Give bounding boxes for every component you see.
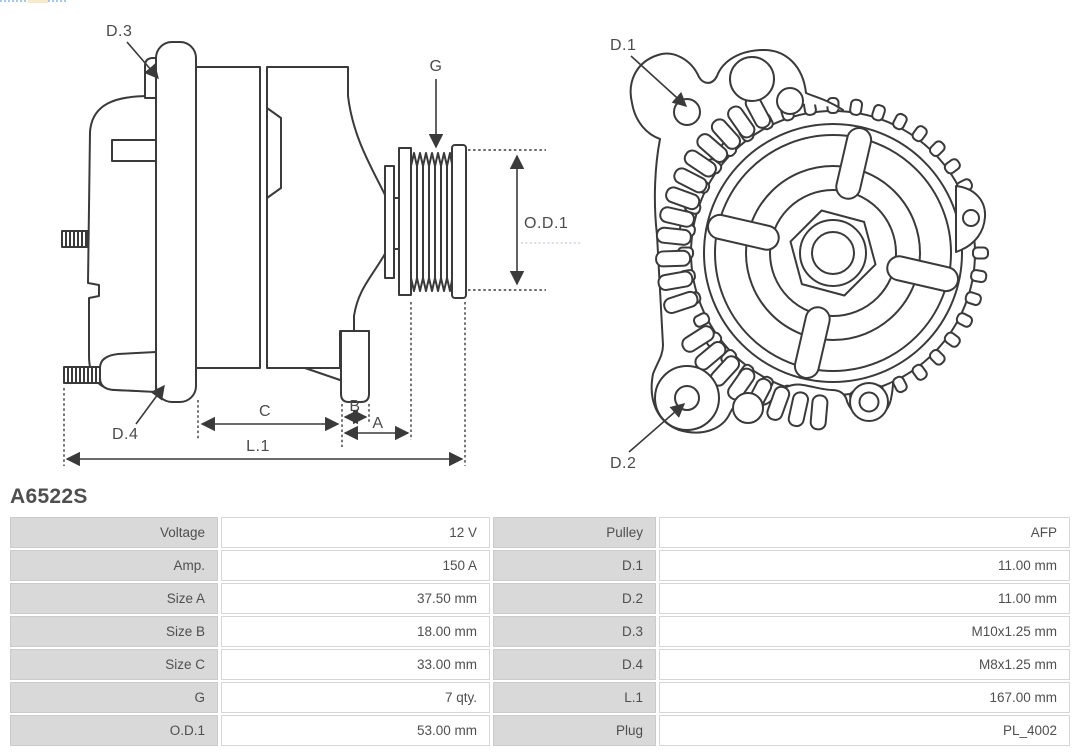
spec-value: M8x1.25 mm [659, 649, 1070, 680]
spec-label: D.4 [493, 649, 656, 680]
bracket-hole-large [730, 57, 774, 101]
spec-value: AFP [659, 517, 1070, 548]
label-d1: D.1 [610, 37, 637, 54]
spec-value: 53.00 mm [221, 715, 490, 746]
spec-label: Voltage [10, 517, 218, 548]
spec-label: D.2 [493, 583, 656, 614]
part-number: A6522S [10, 485, 88, 508]
front-foot [341, 331, 369, 402]
spec-label: Size B [10, 616, 218, 647]
spec-label: Pulley [493, 517, 656, 548]
spec-value: 150 A [221, 550, 490, 581]
spec-value: 7 qty. [221, 682, 490, 713]
front-view [610, 37, 988, 472]
label-g: G [429, 58, 443, 75]
label-a: A [372, 415, 384, 432]
label-b: B [349, 398, 361, 415]
terminal-stud [62, 231, 88, 247]
label-l1: L.1 [246, 438, 270, 455]
spec-label: Size A [10, 583, 218, 614]
spec-label: Plug [493, 715, 656, 746]
side-view [62, 23, 582, 466]
front-housing [267, 67, 386, 368]
spec-value: 167.00 mm [659, 682, 1070, 713]
spec-label: Amp. [10, 550, 218, 581]
spec-label: Size C [10, 649, 218, 680]
bracket-hole-small [777, 88, 803, 114]
spec-label: D.1 [493, 550, 656, 581]
spec-value: 12 V [221, 517, 490, 548]
pulley-side [399, 145, 466, 298]
right-ear [956, 186, 985, 252]
spec-label: O.D.1 [10, 715, 218, 746]
spec-value: 37.50 mm [221, 583, 490, 614]
spec-value: 18.00 mm [221, 616, 490, 647]
spec-label: G [10, 682, 218, 713]
label-c: C [258, 403, 272, 420]
spec-value: 33.00 mm [221, 649, 490, 680]
bottom-center-boss [733, 393, 763, 423]
hole-d1 [674, 99, 700, 125]
spec-value: 11.00 mm [659, 550, 1070, 581]
label-d2: D.2 [610, 455, 637, 472]
spec-label: L.1 [493, 682, 656, 713]
label-od1: O.D.1 [524, 215, 569, 232]
stator-body [196, 67, 260, 368]
spec-value: 11.00 mm [659, 583, 1070, 614]
spec-label: D.3 [493, 616, 656, 647]
mounting-bracket-bar [156, 42, 196, 402]
spec-table [10, 517, 1070, 746]
bottom-ear [100, 352, 156, 392]
spec-value: PL_4002 [659, 715, 1070, 746]
mounting-stud [64, 367, 100, 383]
label-d4: D.4 [112, 426, 139, 443]
hole-d2 [675, 386, 699, 410]
label-d3: D.3 [106, 23, 133, 40]
shaft-washer [385, 166, 394, 278]
spec-value: M10x1.25 mm [659, 616, 1070, 647]
